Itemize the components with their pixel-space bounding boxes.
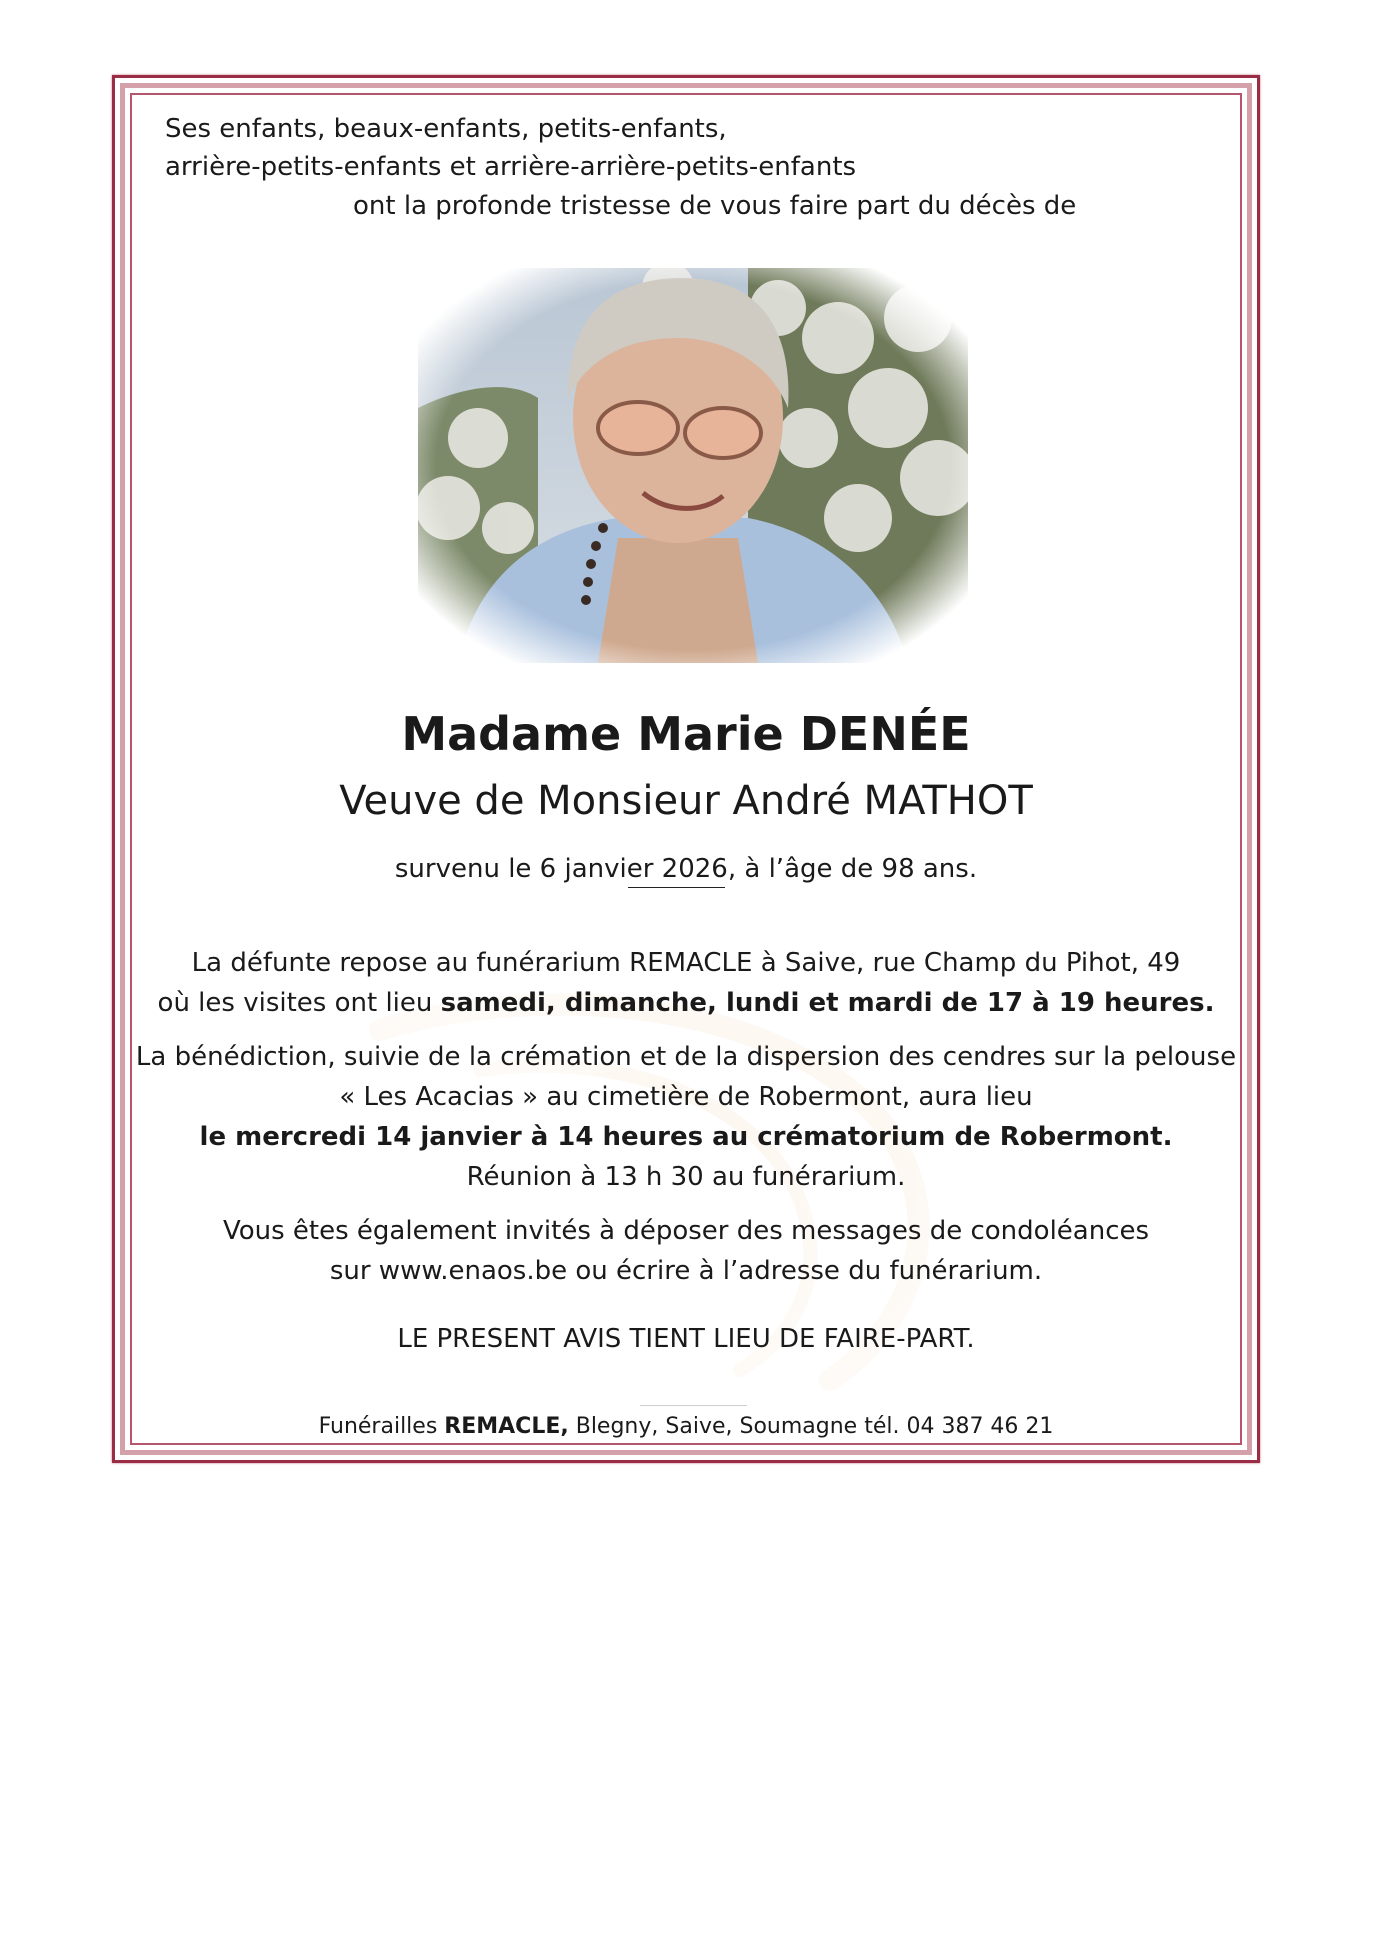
condolences-line-1: Vous êtes également invités à déposer des messages de condoléances (222, 1216, 1150, 1246)
death-date-line: survenu le 6 janvier 2026, à l’âge de 98 ans. (394, 854, 978, 884)
visits-hours: samedi, dimanche, lundi et mardi de 17 à 19 heures. (440, 988, 1215, 1018)
intro-line-2: arrière-petits-enfants et arrière-arrière-petits-enfants (165, 152, 857, 182)
separator-line (628, 887, 725, 888)
condolences-line-2: sur www.enaos.be ou écrire à l’adresse du funérarium. (329, 1256, 1043, 1286)
portrait-photo (418, 268, 968, 663)
footer-separator (640, 1405, 747, 1406)
footer-details: Blegny, Saive, Soumagne tél. 04 387 46 21 (568, 1414, 1054, 1439)
intro-line-1: Ses enfants, beaux-enfants, petits-enfants, (165, 114, 727, 144)
footer-line (130, 1412, 1242, 1442)
visits-line-2-plain: où les visites ont lieu (157, 988, 441, 1018)
intro-line-3: ont la profonde tristesse de vous faire part du décès de (353, 191, 1077, 221)
ceremony-date: le mercredi 14 janvier à 14 heures au crématorium de Robermont. (199, 1122, 1173, 1152)
visits-line-1: La défunte repose au funérarium REMACLE à Saive, rue Champ du Pihot, 49 (191, 948, 1181, 978)
visits-line-2 (130, 986, 1242, 1020)
ceremony-meeting: Réunion à 13 h 30 au funérarium. (466, 1162, 906, 1192)
footer-prefix: Funérailles (318, 1414, 445, 1439)
deceased-name: Madame Marie DENÉE (401, 707, 971, 761)
ceremony-line-2: « Les Acacias » au cimetière de Robermont, aura lieu (339, 1082, 1033, 1112)
footer-company: REMACLE, (444, 1414, 569, 1439)
widow-of-line: Veuve de Monsieur André MATHOT (339, 778, 1033, 824)
notice-line: LE PRESENT AVIS TIENT LIEU DE FAIRE-PART. (397, 1324, 975, 1354)
ceremony-line-1: La bénédiction, suivie de la crémation et de la dispersion des cendres sur la pelouse (135, 1042, 1237, 1072)
